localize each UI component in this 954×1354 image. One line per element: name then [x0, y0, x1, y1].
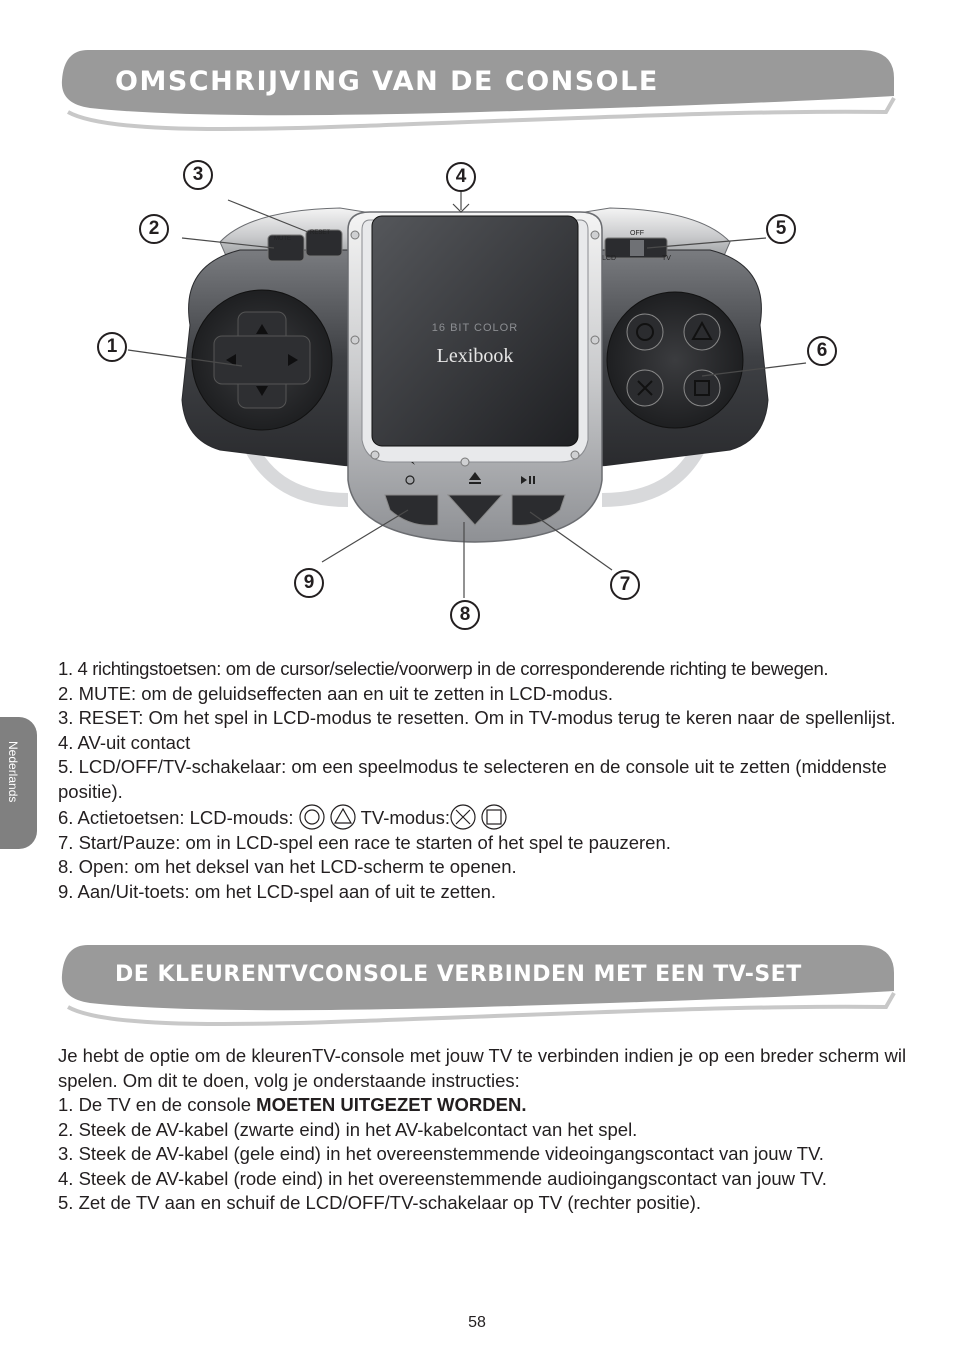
feature-item: 8. Open: om het deksel van het LCD-scherm te openen.: [58, 856, 517, 877]
feature-item: 4. AV-uit contact: [58, 731, 191, 753]
off-label: OFF: [630, 230, 644, 237]
feature-list: [58, 657, 908, 904]
feature-item-action-buttons: [58, 804, 908, 831]
section-banner-console: [60, 50, 896, 132]
connect-instructions: [58, 1044, 908, 1216]
step-item: 2. Steek de AV-kabel (zwarte eind) in het AV-kabelcontact van het spel.: [58, 1118, 638, 1140]
intro-text: Je hebt de optie om de kleurenTV-console met jouw TV te verbinden indien je op een breder scherm wil spelen. Om dit te doen, volg je onderstaande instructies:: [58, 1045, 907, 1091]
square-button-icon: [481, 804, 507, 830]
section-banner-tv-connect: [60, 945, 896, 1027]
feature-item: 3. RESET: Om het spel in LCD-modus te resetten. Om in TV-modus terug te keren naar de spellenlijst.: [58, 707, 896, 728]
step-emphasis: MOETEN UITGEZET WORDEN.: [256, 1094, 527, 1115]
language-tab: [0, 717, 37, 849]
reset-label: RESET: [310, 230, 331, 236]
feature-item: 2. MUTE: om de geluidseffecten aan en uit te zetten in LCD-modus.: [58, 682, 613, 704]
callout-6: 6: [807, 336, 837, 366]
page-number: 58: [468, 1314, 486, 1331]
callout-8: 8: [450, 600, 480, 630]
step-text: 1. De TV en de console: [58, 1094, 257, 1115]
brand-logo: Lexibook: [436, 345, 514, 367]
circle-button-icon: [299, 804, 325, 830]
callout-4: 4: [446, 162, 476, 192]
section-title: DE KLEURENTVCONSOLE VERBINDEN MET EEN TV-SET: [115, 962, 802, 987]
feature-text: 6. Actietoetsen: LCD-mouds:: [58, 807, 294, 828]
feature-text: TV-modus:: [360, 807, 451, 828]
step-item: 4. Steek de AV-kabel (rode eind) in het overeenstemmende audioingangscontact van jouw TV.: [58, 1167, 827, 1189]
step-item: 5. Zet de TV aan en schuif de LCD/OFF/TV-schakelaar op TV (rechter positie).: [58, 1192, 701, 1213]
callout-2: 2: [139, 214, 169, 244]
cross-button-icon: [450, 804, 476, 830]
section-title: OMSCHRIJVING VAN DE CONSOLE: [115, 66, 659, 97]
feature-item: 5. LCD/OFF/TV-schakelaar: om een speelmodus te selecteren en de console uit te zetten (middenste positie).: [58, 756, 887, 802]
feature-item: 7. Start/Pauze: om in LCD-spel een race te starten of het spel te pauzeren.: [58, 831, 671, 853]
step-item: 3. Steek de AV-kabel (gele eind) in het overeenstemmende videoingangscontact van jouw TV.: [58, 1143, 824, 1164]
step-item: [58, 1093, 908, 1118]
triangle-button-icon: [330, 804, 356, 830]
mute-label: MUTE: [274, 236, 291, 242]
language-label: Nederlands: [6, 741, 20, 803]
callout-1: 1: [97, 332, 127, 362]
feature-item: 1. 4 richtingstoetsen: om de cursor/selectie/voorwerp in de corresponderende richting te bewegen.: [58, 658, 829, 679]
tv-label: TV: [662, 255, 671, 262]
feature-item: 9. Aan/Uit-toets: om het LCD-spel aan of uit te zetten.: [58, 880, 497, 902]
console-diagram: [90, 150, 860, 640]
brand-line: 16 BIT COLOR: [431, 322, 519, 334]
callout-7: 7: [610, 570, 640, 600]
callout-5: 5: [766, 214, 796, 244]
lcd-label: LCD: [602, 255, 617, 262]
callout-3: 3: [183, 160, 213, 190]
console-illustration: [90, 150, 860, 640]
callout-9: 9: [294, 568, 324, 598]
